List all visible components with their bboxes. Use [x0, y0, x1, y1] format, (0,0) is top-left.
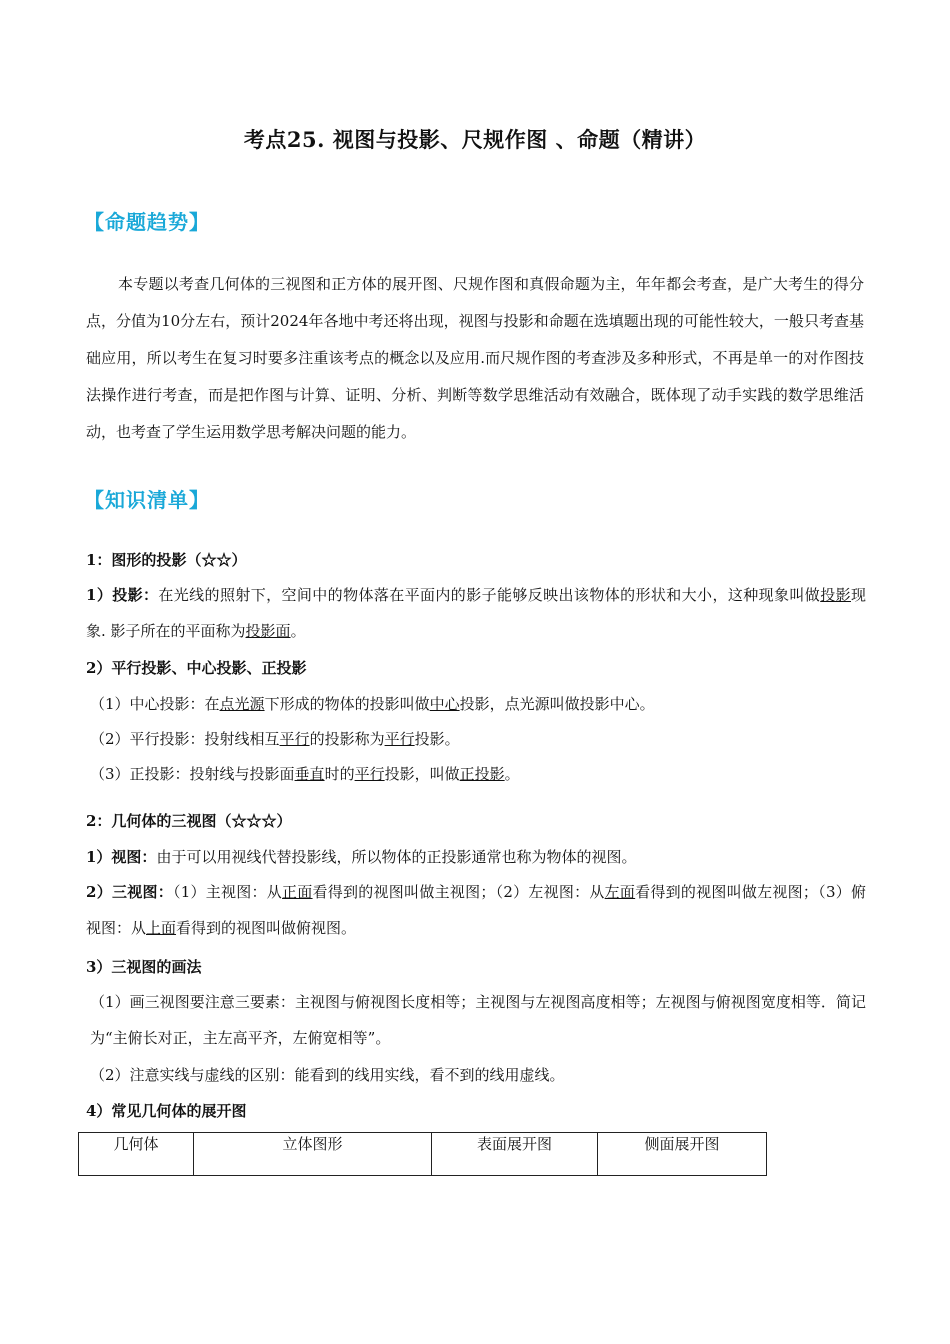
view-text: 由于可以用视线代替投影线，所以物体的正投影通常也称为物体的视图。 — [156, 848, 637, 866]
table-header-cell: 侧面展开图 — [598, 1133, 767, 1176]
underlined-term: 点光源 — [219, 695, 265, 713]
text: （1）主视图：从 — [172, 883, 283, 901]
orthographic-projection-line — [90, 764, 868, 784]
projection-term: 投影 — [820, 586, 851, 604]
text: 看得到的视图叫做俯视图。 — [176, 919, 357, 937]
trend-heading: 【命题趋势】 — [84, 210, 210, 234]
projection-text-a: 在光线的照射下，空间中的物体落在平面内的影子能够反映出该物体的形状和大小，这种现象叫做 — [158, 586, 821, 604]
underlined-term: 上面 — [146, 919, 177, 937]
projection-definition — [86, 577, 866, 649]
underlined-term: 正投影 — [459, 765, 505, 783]
text: 投影。 — [414, 730, 460, 748]
text: 。 — [504, 765, 520, 783]
table-header-row — [79, 1133, 767, 1176]
table-header-cell: 表面展开图 — [432, 1133, 598, 1176]
text: 看得到的视图叫做左视图；（3）俯视图：从 — [86, 883, 866, 937]
projection-plane-term: 投影面 — [245, 622, 291, 640]
text: （1）中心投影：在 — [90, 695, 220, 713]
table-header-cell: 几何体 — [79, 1133, 194, 1176]
three-views-label: 2）三视图： — [86, 883, 173, 901]
text: 投影，点光源叫做投影中心。 — [459, 695, 655, 713]
text: （2）平行投影：投射线相互 — [90, 730, 280, 748]
central-projection-line — [90, 694, 868, 714]
underlined-term: 正面 — [282, 883, 313, 901]
underlined-term: 垂直 — [294, 765, 325, 783]
underlined-term: 平行 — [354, 765, 385, 783]
underlined-term: 左面 — [604, 883, 636, 901]
drawing-rule-2: （2）注意实线与虚线的区别：能看到的线用实线，看不到的线用虚线。 — [90, 1066, 565, 1084]
drawing-rule-1: （1）画三视图要注意三要素：主视图与俯视图长度相等；主视图与左视图高度相等；左视图与俯视图宽度相等．简记为“主俯长对正，主左高平齐，左俯宽相等”。 — [90, 993, 866, 1047]
section-1-heading: 1：图形的投影（☆☆） — [86, 551, 247, 569]
text: 下形成的物体的投影叫做 — [264, 695, 430, 713]
nets-heading: 4）常见几何体的展开图 — [86, 1102, 247, 1120]
underlined-term: 平行 — [279, 730, 310, 748]
trend-paragraph: 本专题以考查几何体的三视图和正方体的展开图、尺规作图和真假命题为主，年年都会考查，是广大考生的得分点，分值为10分左右，预计2024年各地中考还将出现，视图与投影和命题在选填题出现的可能性较大，一般只考查基础应用，所以考生在复习时要多注重该考点的概念以及应用.而尺规作图的考查涉及多种形式，不再是单一的对作图技法操作进行考查，而是把作图与计算、证明、分析、判断等数学思维活动有效融合，既体现了动手实践的数学思维活动，也考查了学生运用数学思考解决问题的能力。 — [86, 275, 864, 441]
text: （3）正投影：投射线与投影面 — [90, 765, 295, 783]
parallel-projection-line — [90, 729, 868, 749]
table-header-cell: 立体图形 — [194, 1133, 432, 1176]
underlined-term: 平行 — [384, 730, 415, 748]
view-definition — [86, 847, 864, 867]
projection-types-heading: 2）平行投影、中心投影、正投影 — [86, 659, 307, 677]
drawing-method-heading: 3）三视图的画法 — [86, 958, 202, 976]
text: 的投影称为 — [309, 730, 385, 748]
view-label: 1）视图： — [86, 848, 157, 866]
three-views-definition — [86, 874, 866, 946]
section-2-heading: 2：几何体的三视图（☆☆☆） — [86, 812, 292, 830]
solids-net-table — [78, 1132, 767, 1176]
projection-text-c: 。 — [290, 622, 306, 640]
text: 投影，叫做 — [384, 765, 460, 783]
text: 时的 — [324, 765, 355, 783]
knowledge-heading: 【知识清单】 — [84, 488, 210, 512]
projection-text-b: 现象. 影子所在的平面称为 — [86, 586, 866, 640]
underlined-term: 中心 — [429, 695, 460, 713]
page-title: 考点25. 视图与投影、尺规作图 、命题（精讲） — [243, 127, 707, 152]
projection-label: 1）投影： — [86, 586, 159, 604]
text: 看得到的视图叫做主视图；（2）左视图：从 — [312, 883, 605, 901]
